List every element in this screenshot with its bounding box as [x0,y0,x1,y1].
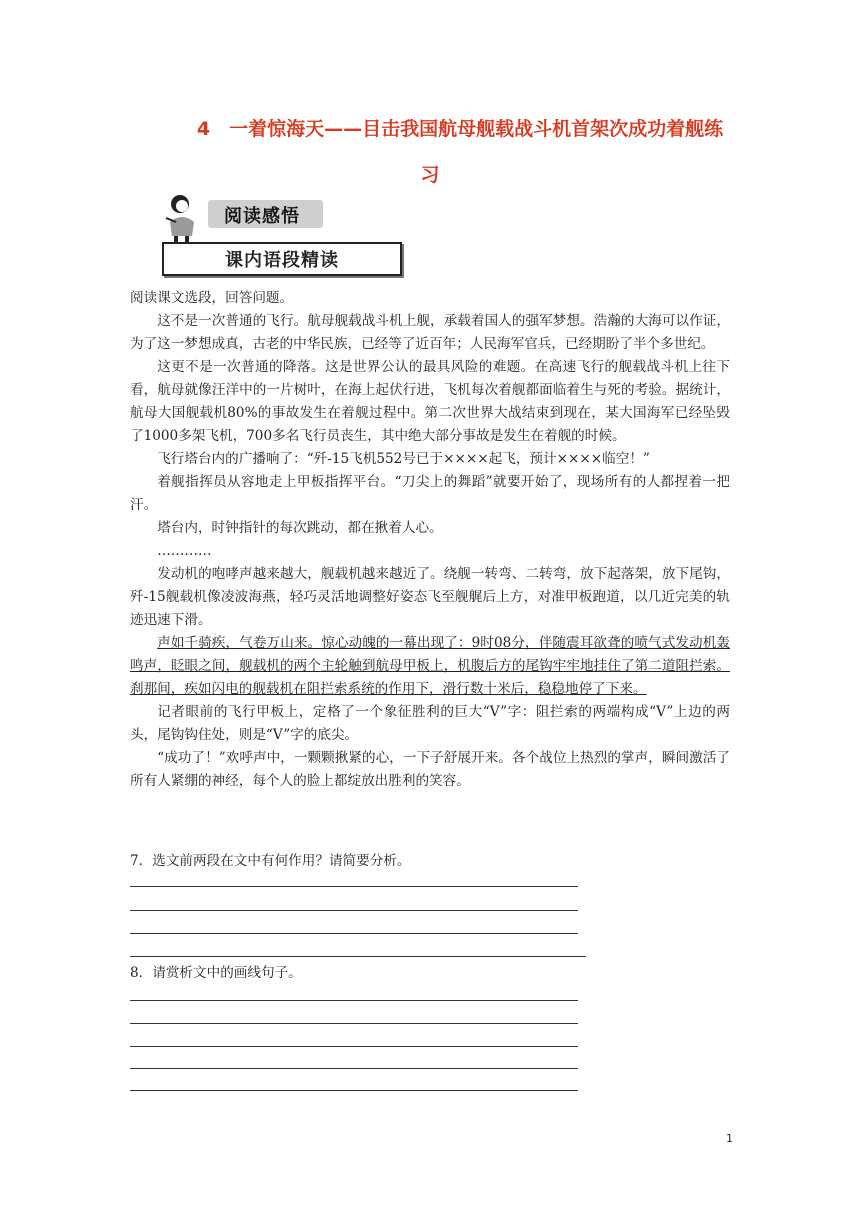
badge-box-label: 课内语段精读 [225,250,339,271]
passage [130,287,730,793]
passage-ellipsis: ………… [157,543,212,559]
badge-box [162,242,402,276]
reading-girl-icon [162,192,202,244]
passage-paragraph-2: 这更不是一次普通的降落。这是世界公认的最具风险的难题。在高速飞行的舰载战斗机上往下看，航母就像汪洋中的一片树叶，在海上起伏行进，飞机每次着舰都面临着生与死的考验。据统计，航母大国舰载机80%的事故发生在着舰过程中。第二次世界大战结束到现在，某大国海军已经坠毁了1000多架飞机，700多名飞行员丧生，其中绝大部分事故是发生在着舰的时候。 [130,359,730,444]
passage-paragraph-9: “成功了！”欢呼声中，一颗颗揪紧的心，一下子舒展开来。各个战位上热烈的掌声，瞬间激活了所有人紧绷的神经，每个人的脸上都绽放出胜利的笑容。 [130,750,730,789]
passage-underlined-paragraph: 声如千骑疾，气卷万山来。惊心动魄的一幕出现了：9时08分，伴随震耳欲聋的喷气式发动机轰鸣声，眨眼之间，舰载机的两个主轮触到航母甲板上，机腹后方的尾钩牢牢地挂住了第二道阻拦索。刹那间，疾如闪电的舰载机在阻拦索系统的作用下，滑行数十米后，稳稳地停了下来。 [130,635,730,697]
passage-intro: 阅读课文选段，回答问题。 [130,290,294,306]
answer-line[interactable] [130,910,578,911]
page-title-continued: 习 [420,164,440,186]
answer-line[interactable] [130,956,586,957]
answer-line[interactable] [130,1090,578,1091]
question-7: 7．选文前两段在文中有何作用？请简要分析。 [130,853,411,869]
page-title: 4 一着惊海天——目击我国航母舰载战斗机首架次成功着舰练 [196,118,724,140]
answer-line[interactable] [130,1068,578,1069]
passage-paragraph-3: 飞行塔台内的广播响了：“歼-15飞机552号已于××××起飞，预计××××临空！” [157,451,650,467]
answer-line[interactable] [130,886,578,887]
passage-paragraph-5: 塔台内，时钟指针的每次跳动，都在揪着人心。 [157,520,443,536]
passage-paragraph-6: 发动机的咆哮声越来越大，舰载机越来越近了。绕舰一转弯、二转弯，放下起落架，放下尾钩，歼-15舰载机像凌波海燕，轻巧灵活地调整好姿态飞至舰艉后上方，对准甲板跑道，以几近完美的轨迹迅速下滑。 [130,566,730,628]
passage-paragraph-1: 这不是一次普通的飞行。航母舰载战斗机上舰，承载着国人的强军梦想。浩瀚的大海可以作证，为了这一梦想成真，古老的中华民族，已经等了近百年；人民海军官兵，已经期盼了半个多世纪。 [130,313,730,352]
answer-line[interactable] [130,933,578,934]
badge-top-label: 阅读感悟 [224,206,300,227]
answer-line[interactable] [130,1046,578,1047]
page-number: 1 [726,1132,733,1145]
section-badge [158,190,408,280]
question-8: 8．请赏析文中的画线句子。 [130,965,302,981]
passage-paragraph-8: 记者眼前的飞行甲板上，定格了一个象征胜利的巨大“V”字：阻拦索的两端构成“V”上边的两头，尾钩钩住处，则是“V”字的底尖。 [130,704,730,743]
answer-line[interactable] [130,1000,578,1001]
passage-paragraph-4: 着舰指挥员从容地走上甲板指挥平台。“刀尖上的舞蹈”就要开始了，现场所有的人都捏着一把汗。 [130,474,730,513]
answer-line[interactable] [130,1023,578,1024]
